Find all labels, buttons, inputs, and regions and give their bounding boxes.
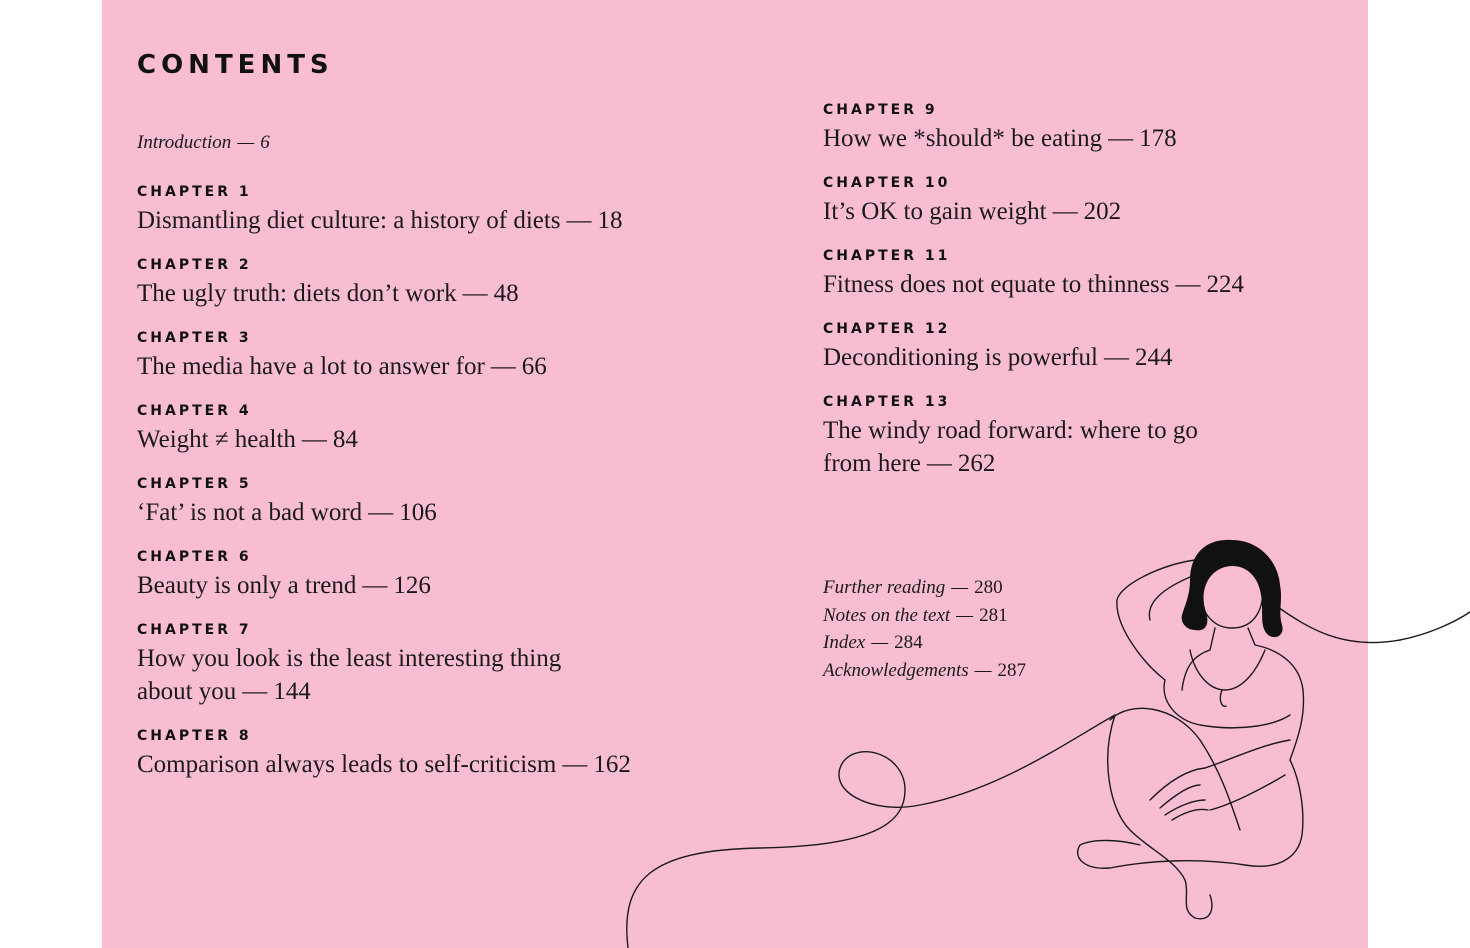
contents-heading: CONTENTS (137, 50, 334, 80)
back-matter-page: 280 (974, 577, 1003, 598)
back-matter-entry[interactable] (823, 629, 1026, 657)
back-matter-page: 281 (979, 604, 1008, 626)
chapter-title: Comparison always leads to self-criticism (137, 751, 557, 778)
dash: — (462, 280, 488, 307)
chapter-entry-9[interactable] (823, 102, 1283, 155)
chapter-title: Fitness does not equate to thinness (823, 271, 1170, 298)
back-matter-title: Acknowledgements (823, 659, 969, 681)
dash: — (562, 751, 588, 778)
dash: — (566, 207, 592, 234)
back-matter-page: 284 (894, 632, 923, 653)
back-matter-page: 287 (997, 659, 1027, 681)
chapter-page: 162 (593, 751, 631, 778)
chapter-label: CHAPTER 13 (823, 394, 951, 410)
chapter-title: Beauty is only a trend (137, 572, 357, 599)
dash: — (871, 632, 889, 653)
chapter-title: Deconditioning is powerful (823, 344, 1098, 371)
dash: — (1052, 198, 1078, 225)
contents-column-left (137, 132, 737, 801)
chapter-title: How we *should* be eating (823, 125, 1103, 152)
dash: — (362, 572, 388, 599)
chapter-entry-10[interactable] (823, 175, 1283, 228)
dash: — (301, 426, 327, 453)
dash: — (926, 450, 952, 477)
chapter-title: The media have a lot to answer for (137, 353, 485, 380)
dash: — (1175, 271, 1201, 298)
dash: — (242, 678, 268, 705)
dash: — (951, 577, 969, 598)
chapter-page: 106 (399, 499, 437, 526)
dash: — (490, 353, 516, 380)
chapter-entry-2[interactable] (137, 257, 737, 310)
chapter-page: 126 (393, 572, 431, 599)
chapter-label: CHAPTER 5 (137, 476, 252, 492)
chapter-page: 144 (273, 678, 311, 705)
back-matter-entry[interactable] (823, 574, 1026, 602)
chapter-title: How you look is the least interesting thing about you (137, 645, 562, 705)
dash: — (237, 132, 255, 153)
chapter-entry-1[interactable] (137, 184, 737, 237)
back-matter-entry[interactable] (823, 657, 1026, 685)
back-matter-title: Notes on the text (823, 604, 951, 626)
chapter-entry-5[interactable] (137, 476, 737, 529)
chapter-page: 244 (1134, 344, 1173, 371)
back-matter-list (823, 574, 1026, 684)
chapter-title: The windy road forward: where to go from here (823, 417, 1198, 477)
chapter-entry-7[interactable] (137, 622, 587, 708)
chapter-page: 84 (332, 426, 358, 453)
chapter-label: CHAPTER 12 (823, 321, 951, 337)
chapter-page: 178 (1139, 125, 1177, 152)
chapter-entry-3[interactable] (137, 330, 737, 383)
chapter-label: CHAPTER 4 (137, 403, 252, 419)
back-matter-title: Index (823, 632, 866, 653)
chapter-page: 48 (493, 280, 519, 307)
chapter-entry-6[interactable] (137, 549, 737, 602)
chapter-page: 262 (957, 450, 996, 477)
chapter-page: 18 (597, 207, 623, 234)
chapter-entry-13[interactable] (823, 394, 1223, 480)
intro-page: 6 (260, 132, 270, 153)
contents-column-right (823, 102, 1283, 500)
chapter-label: CHAPTER 10 (823, 175, 951, 191)
chapter-entry-8[interactable] (137, 728, 737, 781)
dash: — (956, 604, 974, 626)
intro-entry[interactable] (137, 132, 737, 154)
chapter-title: Dismantling diet culture: a history of diets (137, 207, 561, 234)
chapter-entry-4[interactable] (137, 403, 737, 456)
chapter-label: CHAPTER 3 (137, 330, 252, 346)
back-matter-title: Further reading (823, 577, 946, 598)
chapter-title: It’s OK to gain weight (823, 198, 1047, 225)
chapter-label: CHAPTER 1 (137, 184, 252, 200)
back-matter-entry[interactable] (823, 602, 1026, 630)
chapter-page: 202 (1083, 198, 1122, 225)
chapter-label: CHAPTER 11 (823, 248, 951, 264)
chapter-entry-11[interactable] (823, 248, 1283, 301)
chapter-label: CHAPTER 7 (137, 622, 252, 638)
chapter-title: ‘Fat’ is not a bad word (137, 499, 363, 526)
chapter-entry-12[interactable] (823, 321, 1283, 374)
dash: — (1108, 125, 1134, 152)
chapter-label: CHAPTER 6 (137, 549, 252, 565)
dash: — (368, 499, 394, 526)
dash: — (1103, 344, 1129, 371)
chapter-label: CHAPTER 9 (823, 102, 938, 118)
dash: — (974, 659, 992, 681)
chapter-label: CHAPTER 2 (137, 257, 252, 273)
chapter-page: 66 (521, 353, 547, 380)
chapter-title: Weight ≠ health (137, 426, 296, 453)
chapter-page: 224 (1206, 271, 1244, 298)
chapter-label: CHAPTER 8 (137, 728, 252, 744)
intro-title: Introduction (137, 132, 232, 153)
chapter-title: The ugly truth: diets don’t work (137, 280, 457, 307)
